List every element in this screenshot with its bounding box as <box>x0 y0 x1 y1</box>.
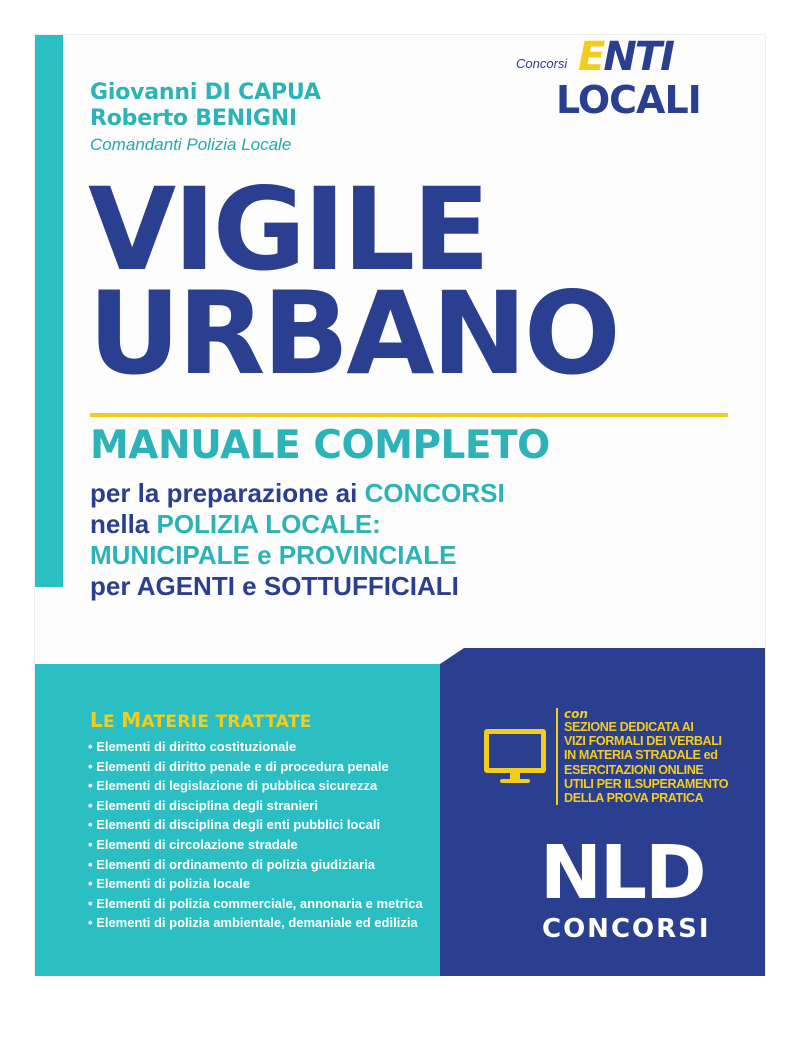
note-line: VIZI FORMALI DEI VERBALI <box>564 734 722 749</box>
title-line: URBANO <box>88 267 618 400</box>
subtitle: MANUALE COMPLETO <box>90 423 550 468</box>
book-title <box>88 163 618 400</box>
logo-line2: LOCALI <box>556 78 701 122</box>
logo-line1: ENTI <box>578 34 673 80</box>
topics-heading: LE MATERIE TRATTATE <box>90 708 312 732</box>
authors-block <box>90 80 321 156</box>
tagline-line: per AGENTI e SOTTUFFICIALI <box>90 571 459 601</box>
list-item: • Elementi di polizia locale <box>88 874 423 894</box>
publisher-logo: NLD <box>540 830 705 916</box>
series-logo <box>516 34 726 134</box>
author-role: Comandanti Polizia Locale <box>90 135 292 154</box>
logo-prefix: Concorsi <box>516 56 568 71</box>
note-line: IN MATERIA STRADALE ed <box>564 748 718 763</box>
publisher-name: CONCORSI <box>542 914 711 944</box>
list-item: • Elementi di polizia commerciale, annonaria e metrica <box>88 894 423 914</box>
list-item: • Elementi di disciplina degli enti pubblici locali <box>88 815 423 835</box>
accent-bar <box>35 35 63 587</box>
author-name: Roberto BENIGNI <box>90 106 297 131</box>
tagline <box>90 478 505 602</box>
note-line: DELLA PROVA PRATICA <box>564 791 704 806</box>
list-item: • Elementi di disciplina degli stranieri <box>88 796 423 816</box>
note-con: con <box>564 707 588 721</box>
tagline-line: per la preparazione ai CONCORSI <box>90 478 505 508</box>
note-line: UTILI PER ILSUPERAMENTO <box>564 776 729 791</box>
title-divider <box>90 413 728 417</box>
list-item: • Elementi di legislazione di pubblica sicurezza <box>88 776 423 796</box>
list-item: • Elementi di circolazione stradale <box>88 835 423 855</box>
list-item: • Elementi di diritto costituzionale <box>88 737 423 757</box>
list-item: • Elementi di diritto penale e di procedura penale <box>88 757 423 777</box>
monitor-icon <box>484 729 546 781</box>
list-item: • Elementi di polizia ambientale, demaniale ed edilizia <box>88 913 423 933</box>
tagline-line: MUNICIPALE e PROVINCIALE <box>90 540 457 570</box>
author-name: Giovanni DI CAPUA <box>90 80 321 105</box>
list-item: • Elementi di ordinamento di polizia giudiziaria <box>88 855 423 875</box>
topics-list <box>88 737 423 933</box>
note-line: ESERCITAZIONI ONLINE <box>564 762 704 777</box>
online-resources-note <box>556 708 728 805</box>
title-line: VIGILE <box>88 163 488 296</box>
tagline-line: nella POLIZIA LOCALE: <box>90 509 381 539</box>
note-line: SEZIONE DEDICATA AI <box>564 720 694 734</box>
